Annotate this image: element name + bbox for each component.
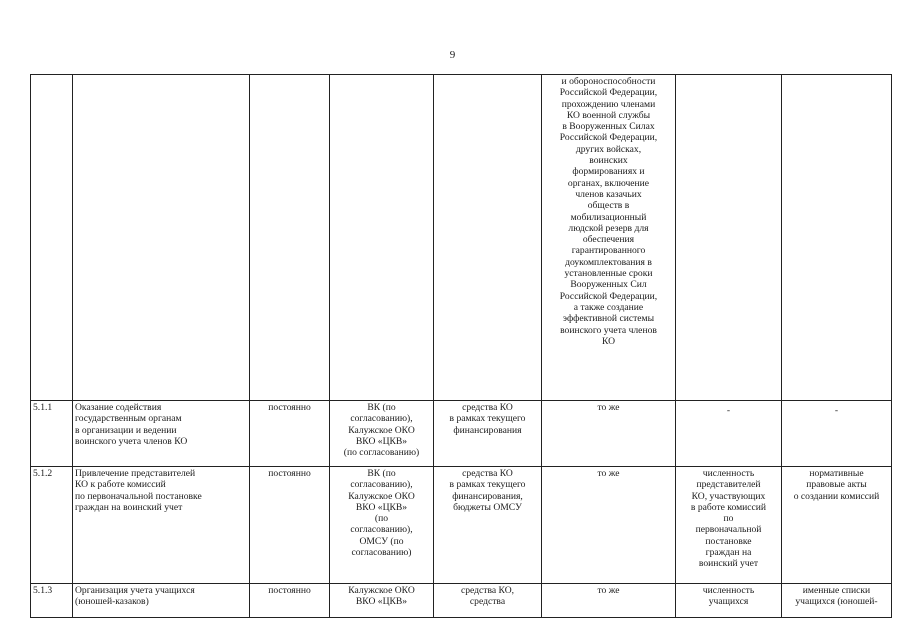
item-result: то же — [542, 467, 676, 584]
item-term: постоянно — [250, 467, 330, 584]
item-result: то же — [542, 584, 676, 618]
item-indicator: численность представителей КО, участвующих в работе комиссий по первоначальной постановке граждан на воинский учет — [676, 467, 782, 584]
item-name: Оказание содействия государственным органам в организации и ведении воинского учета членов КО — [73, 401, 250, 467]
table-row — [31, 75, 892, 401]
item-term: постоянно — [250, 584, 330, 618]
item-executors: ВК (по согласованию), Калужское ОКО ВКО «ЦКВ» (по согласованию), ОМСУ (по согласованию) — [330, 467, 434, 584]
item-number: 5.1.3 — [31, 584, 73, 618]
page-number: 9 — [449, 49, 456, 61]
item-number: 5.1.1 — [31, 401, 73, 467]
item-name — [73, 75, 250, 401]
table-row — [31, 467, 892, 584]
item-indicator: численность учащихся — [676, 584, 782, 618]
plan-table — [30, 74, 892, 618]
item-term — [250, 75, 330, 401]
item-name: Организация учета учащихся (юношей-казаков) — [73, 584, 250, 618]
item-executors: Калужское ОКО ВКО «ЦКВ» — [330, 584, 434, 618]
item-documents: именные списки учащихся (юношей- — [782, 584, 892, 618]
item-result: и обороноспособности Российской Федерации, прохождению членами КО военной службы в Вооруженных Силах Российской Федерации, других войсках, воинских формированиях и органах, включение членов казачьих обществ в мобилизационный людской резерв для обеспечения гарантированного доукомплектования в установленные сроки Вооруженных Сил Российской Федерации, а также создание эффективной системы воинского учета членов КО — [542, 75, 676, 401]
item-funding: средства КО в рамках текущего финансирования — [434, 401, 542, 467]
table-row — [31, 401, 892, 467]
item-number — [31, 75, 73, 401]
item-indicator — [676, 75, 782, 401]
item-documents: нормативные правовые акты о создании комиссий — [782, 467, 892, 584]
item-funding — [434, 75, 542, 401]
item-result: то же — [542, 401, 676, 467]
item-term: постоянно — [250, 401, 330, 467]
item-documents — [782, 75, 892, 401]
item-funding: средства КО в рамках текущего финансирования, бюджеты ОМСУ — [434, 467, 542, 584]
item-name: Привлечение представителей КО к работе комиссий по первоначальной постановке граждан на воинский учет — [73, 467, 250, 584]
item-funding: средства КО, средства — [434, 584, 542, 618]
item-number: 5.1.2 — [31, 467, 73, 584]
item-indicator: - — [676, 401, 782, 467]
item-executors: ВК (по согласованию), Калужское ОКО ВКО «ЦКВ» (по согласованию) — [330, 401, 434, 467]
item-executors — [330, 75, 434, 401]
item-documents: - — [782, 401, 892, 467]
table-row — [31, 584, 892, 618]
